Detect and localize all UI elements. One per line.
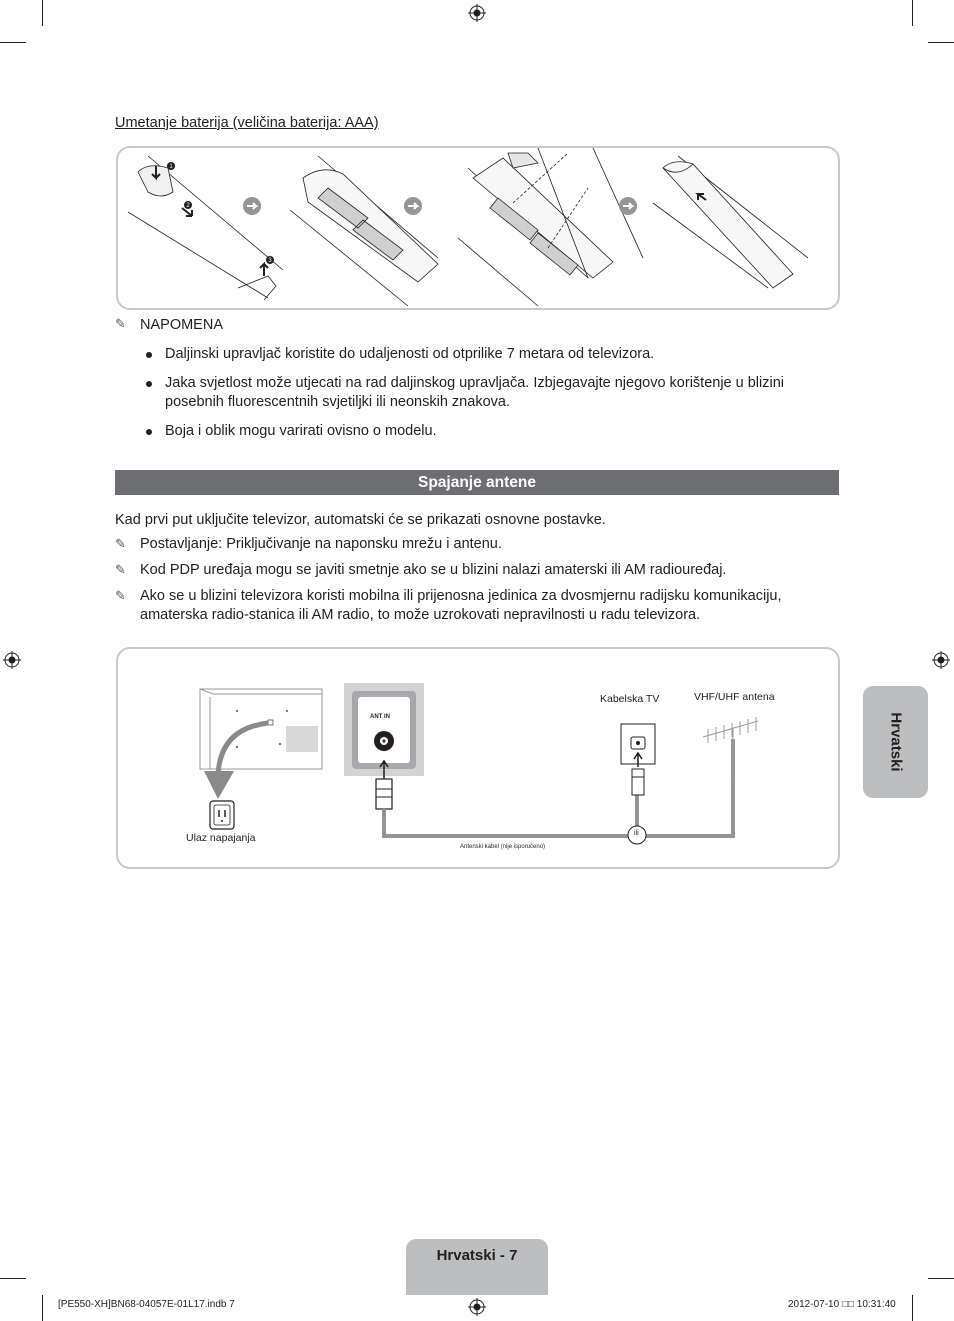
power-input-label: Ulaz napajanja bbox=[186, 832, 256, 844]
footer-file-info: [PE550-XH]BN68-04057E-01L17.indb 7 bbox=[58, 1299, 235, 1310]
antenna-note-1: Postavljanje: Priključivanje na naponsku mrežu i antenu. bbox=[140, 536, 502, 552]
note-pencil-icon: ✎ bbox=[115, 537, 126, 552]
note-bullet-1: Daljinski upravljač koristite do udaljenosti od otprilike 7 metara od televizora. bbox=[165, 346, 655, 362]
crop-mark bbox=[912, 1295, 913, 1321]
tv-back-icon bbox=[200, 689, 322, 769]
or-label: ili bbox=[634, 830, 639, 837]
svg-text:3: 3 bbox=[268, 258, 272, 264]
registration-mark-icon bbox=[932, 651, 950, 669]
sidetab-label: Hrvatski bbox=[887, 712, 904, 772]
power-socket-icon bbox=[210, 801, 234, 829]
crop-mark bbox=[928, 1278, 954, 1279]
remote-control-icon bbox=[118, 148, 838, 308]
crop-mark bbox=[42, 1295, 43, 1321]
antenna-intro: Kad prvi put uključite televizor, automatski će se prikazati osnovne postavke. bbox=[115, 512, 606, 528]
svg-text:1: 1 bbox=[169, 164, 173, 170]
note-label: NAPOMENA bbox=[140, 317, 223, 333]
antenna-note-2: Kod PDP uređaja mogu se javiti smetnje ako se u blizini nalazi amaterski ili AM radiouređaj. bbox=[140, 562, 727, 578]
bullet-dot bbox=[146, 381, 152, 387]
antenna-note-3: Ako se u blizini televizora koristi mobilna ili prijenosna jedinica za dvosmjernu radijsku komunikaciju, bbox=[140, 588, 782, 604]
note-pencil-icon: ✎ bbox=[115, 317, 126, 332]
language-sidetab bbox=[863, 686, 928, 798]
note-bullet-2-cont: posebnih fluorescentnih svjetiljki ili neonskih znakova. bbox=[165, 394, 510, 410]
cable-tv-label: Kabelska TV bbox=[600, 693, 660, 705]
registration-mark-icon bbox=[468, 1298, 486, 1316]
antenna-diagram bbox=[116, 647, 840, 869]
svg-text:2: 2 bbox=[186, 203, 190, 209]
cable-note: Antenski kabel (nije isporučeno) bbox=[460, 844, 546, 850]
antenna-note-3-cont: amaterska radio-stanica ili AM radio, to može uzrokovati nepravilnosti u radu televizora. bbox=[140, 607, 701, 623]
note-pencil-icon: ✎ bbox=[115, 589, 126, 604]
page-number-tab bbox=[406, 1239, 548, 1295]
antenna-label: VHF/UHF antena bbox=[694, 691, 775, 703]
wall-outlet-icon bbox=[621, 724, 655, 795]
footer-timestamp: 2012-07-10 □□ 10:31:40 bbox=[788, 1299, 896, 1310]
note-pencil-icon: ✎ bbox=[115, 563, 126, 578]
note-bullet-3: Boja i oblik mogu varirati ovisno o modelu. bbox=[165, 423, 437, 439]
crop-mark bbox=[928, 42, 954, 43]
crop-mark bbox=[42, 0, 43, 26]
crop-mark bbox=[0, 42, 26, 43]
arrow-circle-icon bbox=[243, 197, 637, 215]
registration-mark-icon bbox=[468, 4, 486, 22]
note-bullet-2: Jaka svjetlost može utjecati na rad daljinskog upravljača. Izbjegavajte njegovo korištenje u blizini bbox=[165, 375, 785, 391]
battery-illustration bbox=[116, 146, 840, 310]
bullet-dot bbox=[146, 352, 152, 358]
crop-mark bbox=[0, 1278, 26, 1279]
crop-mark bbox=[912, 0, 913, 26]
battery-heading: Umetanje baterija (veličina baterija: AAA) bbox=[115, 115, 379, 131]
page-number: Hrvatski - 7 bbox=[436, 1247, 518, 1264]
section-banner: Spajanje antene bbox=[115, 470, 839, 495]
antenna-icon bbox=[703, 717, 758, 779]
bullet-dot bbox=[146, 429, 152, 435]
ant-in-label: ANT IN bbox=[370, 714, 390, 720]
registration-mark-icon bbox=[3, 651, 21, 669]
